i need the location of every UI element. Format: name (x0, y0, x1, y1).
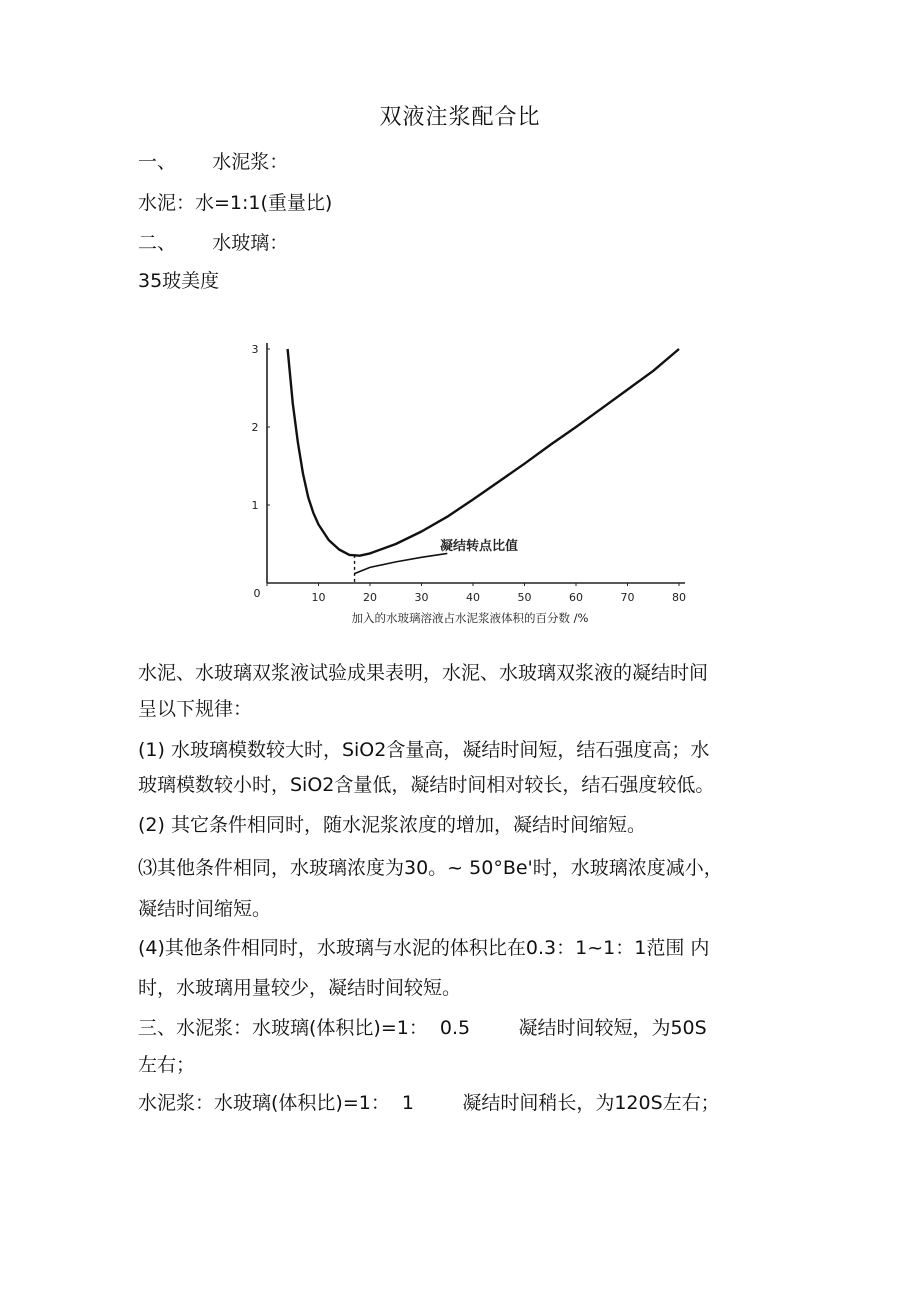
series-line-main-curve (288, 349, 679, 556)
x-tick-label: 10 (311, 591, 326, 604)
x-tick-label: 60 (569, 591, 583, 604)
list-item-3: ⑶其他条件相同，水玻璃浓度为30。~ 50°Be'时，水玻璃浓度减小， (138, 857, 723, 879)
section-heading-cement-slurry: 一、 水泥浆： (138, 151, 289, 173)
x-tick-label: 80 (672, 591, 686, 604)
setting-time-chart (240, 330, 700, 630)
y-tick-label: 3 (251, 343, 259, 356)
section-heading-water-glass: 二、 水玻璃： (138, 232, 289, 254)
list-item-4: (4)其他条件相同时，水玻璃与水泥的体积比在0.3：1~1：1范围 内 (138, 937, 710, 959)
y-tick-label: 1 (251, 499, 259, 512)
document-title: 双液注浆配合比 (379, 105, 541, 130)
x-tick-label: 40 (466, 591, 480, 604)
paragraph-line: 呈以下规律： (138, 698, 253, 720)
list-item-4-cont: 时，水玻璃用量较少，凝结时间较短。 (138, 977, 462, 999)
list-item-1: (1) 水玻璃模数较大时，SiO2含量高，凝结时间短，结石强度高；水 (138, 739, 710, 761)
paragraph-line: 水泥、水玻璃双浆液试验成果表明，水泥、水玻璃双浆液的凝结时间 (138, 662, 709, 684)
series-annotation-label: 凝结转点比值 (440, 539, 519, 554)
x-tick-label: 20 (363, 591, 377, 604)
paragraph-line: 水泥：水=1:1(重量比) (138, 192, 333, 214)
x-tick-label: 50 (517, 591, 532, 604)
section-three-line: 三、水泥浆：水玻璃(体积比)=1： 0.5 凝结时间较短，为50S (138, 1017, 707, 1039)
list-item-2: (2) 其它条件相同时，随水泥浆浓度的增加，凝结时间缩短。 (138, 814, 646, 836)
x-tick-label: 30 (414, 591, 429, 604)
list-item-3-cont: 凝结时间缩短。 (138, 898, 272, 920)
chart-svg (240, 330, 700, 630)
series-line-setting-point (355, 553, 448, 573)
paragraph-line: 35玻美度 (138, 270, 220, 292)
y-tick-label: 2 (251, 421, 259, 434)
list-item-1-cont: 玻璃模数较小时，SiO2含量低，凝结时间相对较长，结石强度较低。 (138, 774, 715, 796)
section-three-line-cont: 左右； (138, 1054, 196, 1076)
x-axis-label: 加入的水玻璃溶液占水泥浆液体积的百分数 /% (351, 611, 589, 625)
ratio-line: 水泥浆：水玻璃(体积比)=1： 1 凝结时间稍长，为120S左右； (138, 1092, 720, 1114)
x-tick-label: 70 (620, 591, 635, 604)
x-tick-label: 0 (253, 587, 261, 600)
